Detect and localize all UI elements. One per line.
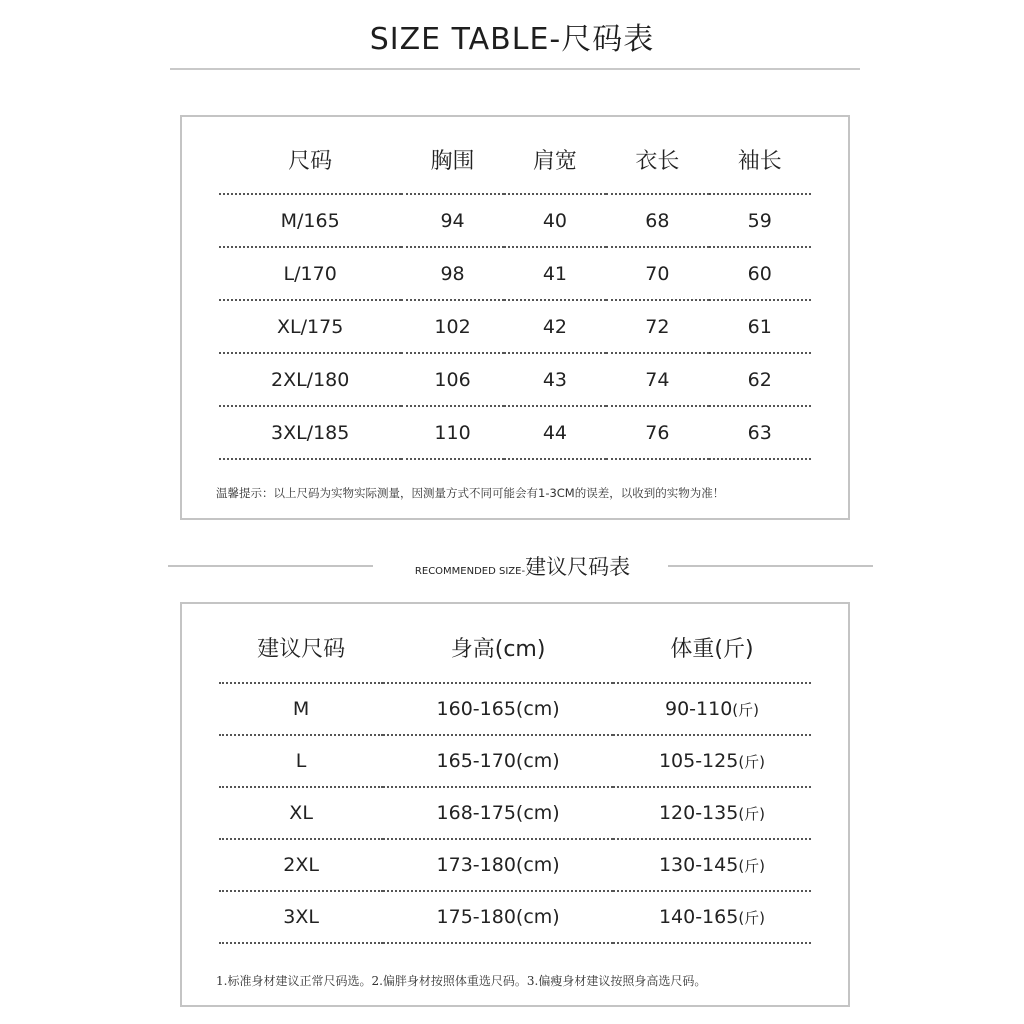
cell-length: 68 (606, 194, 708, 247)
size-table (219, 125, 811, 460)
cell-length: 70 (606, 247, 708, 300)
subtitle-divider-left (168, 565, 373, 567)
recommended-subtitle (380, 551, 665, 581)
cell-shoulder: 44 (504, 406, 606, 459)
cell-weight (613, 891, 811, 943)
recommendation-note: 1.标准身材建议正常尺码选。2.偏胖身材按照体重选尺码。3.偏瘦身材建议按照身高选尺码。 (216, 974, 707, 988)
cell-chest: 106 (401, 353, 503, 406)
weight-value: 90-110 (664, 698, 733, 720)
table-row (219, 353, 811, 406)
cell-size: 3XL/185 (219, 406, 401, 459)
weight-unit: (斤) (738, 909, 766, 927)
weight-value: 105-125 (658, 750, 739, 772)
table-row (219, 406, 811, 459)
weight-unit: (斤) (738, 753, 766, 771)
cell-height: 160-165(cm) (383, 683, 613, 735)
cell-chest: 110 (401, 406, 503, 459)
cell-size: XL/175 (219, 300, 401, 353)
weight-value: 140-165 (658, 906, 739, 928)
size-table-header-row (219, 125, 811, 194)
cell-height: 173-180(cm) (383, 839, 613, 891)
cell-shoulder: 41 (504, 247, 606, 300)
weight-unit: (斤) (738, 857, 766, 875)
cell-length: 76 (606, 406, 708, 459)
cell-sleeve: 63 (709, 406, 811, 459)
measurement-note: 温馨提示：以上尺码为实物实际测量，因测量方式不同可能会有1-3CM的误差，以收到的实物为准！ (216, 486, 725, 500)
cell-weight (613, 839, 811, 891)
recommended-table (219, 612, 811, 944)
table-row (219, 891, 811, 943)
page-title: SIZE TABLE-尺码表 (369, 22, 655, 57)
size-table-panel (180, 115, 850, 520)
weight-value: 130-145 (658, 854, 739, 876)
cell-chest: 94 (401, 194, 503, 247)
table-row (219, 194, 811, 247)
title-divider (170, 68, 860, 70)
header-weight: 体重(斤) (613, 612, 811, 683)
cell-shoulder: 43 (504, 353, 606, 406)
recommended-table-panel (180, 602, 850, 1007)
cell-shoulder: 40 (504, 194, 606, 247)
cell-length: 72 (606, 300, 708, 353)
cell-size: M (219, 683, 383, 735)
cell-chest: 102 (401, 300, 503, 353)
cell-height: 175-180(cm) (383, 891, 613, 943)
table-row (219, 247, 811, 300)
weight-value: 120-135 (658, 802, 739, 824)
header-shoulder: 肩宽 (504, 125, 606, 194)
cell-shoulder: 42 (504, 300, 606, 353)
table-row (219, 787, 811, 839)
weight-unit: (斤) (732, 701, 760, 719)
table-row (219, 735, 811, 787)
cell-sleeve: 60 (709, 247, 811, 300)
cell-size: M/165 (219, 194, 401, 247)
header-sleeve: 袖长 (709, 125, 811, 194)
header-height: 身高(cm) (383, 612, 613, 683)
cell-size: L (219, 735, 383, 787)
cell-sleeve: 59 (709, 194, 811, 247)
table-row (219, 300, 811, 353)
cell-height: 165-170(cm) (383, 735, 613, 787)
cell-weight (613, 683, 811, 735)
cell-size: 2XL (219, 839, 383, 891)
recommended-header-row (219, 612, 811, 683)
cell-height: 168-175(cm) (383, 787, 613, 839)
subtitle-zh: 建议尺码表 (525, 555, 631, 579)
header-size: 尺码 (219, 125, 401, 194)
cell-sleeve: 61 (709, 300, 811, 353)
cell-size: L/170 (219, 247, 401, 300)
cell-size: XL (219, 787, 383, 839)
subtitle-en: RECOMMENDED SIZE- (414, 566, 526, 577)
table-row (219, 683, 811, 735)
cell-length: 74 (606, 353, 708, 406)
cell-size: 2XL/180 (219, 353, 401, 406)
cell-sleeve: 62 (709, 353, 811, 406)
cell-size: 3XL (219, 891, 383, 943)
cell-weight (613, 735, 811, 787)
subtitle-divider-right (668, 565, 873, 567)
header-length: 衣长 (606, 125, 708, 194)
table-row (219, 839, 811, 891)
recommended-subtitle-row (0, 550, 1024, 580)
header-chest: 胸围 (401, 125, 503, 194)
cell-chest: 98 (401, 247, 503, 300)
weight-unit: (斤) (738, 805, 766, 823)
header-recommended-size: 建议尺码 (219, 612, 383, 683)
cell-weight (613, 787, 811, 839)
